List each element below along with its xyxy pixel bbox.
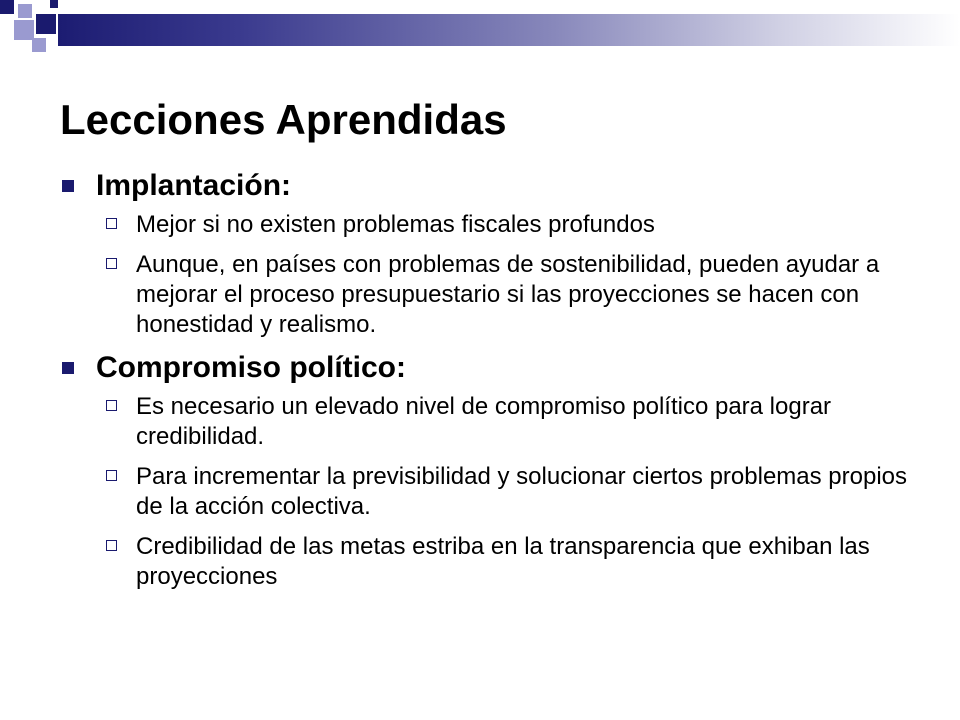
decor-square-6 xyxy=(50,0,58,8)
list-item xyxy=(60,210,920,240)
hollow-square-bullet-icon xyxy=(106,258,117,269)
square-bullet-icon xyxy=(62,180,74,192)
list-item xyxy=(60,462,920,522)
slide-title: Lecciones Aprendidas xyxy=(60,96,507,143)
square-bullet-icon xyxy=(62,362,74,374)
list-item-text: Credibilidad de las metas estriba en la transparencia que exhiban las proyecciones xyxy=(136,533,870,590)
header-gradient-bar xyxy=(58,14,960,46)
decor-square-3 xyxy=(36,14,56,34)
section-implantacion xyxy=(60,168,920,340)
decor-square-5 xyxy=(32,38,46,52)
section-heading xyxy=(60,350,920,386)
list-item-text: Para incrementar la previsibilidad y solucionar ciertos problemas propios de la acción colectiva. xyxy=(136,463,908,520)
hollow-square-bullet-icon xyxy=(106,218,117,229)
section-heading xyxy=(60,168,920,204)
list-item xyxy=(60,250,920,340)
list-item xyxy=(60,532,920,592)
decor-square-2 xyxy=(18,4,32,18)
list-item-text: Es necesario un elevado nivel de compromiso político para lograr credibilidad. xyxy=(136,393,832,450)
section-compromiso xyxy=(60,350,920,592)
decor-square-4 xyxy=(14,20,34,40)
list-item-text: Aunque, en países con problemas de sostenibilidad, pueden ayudar a mejorar el proceso presupuestario si las proyecciones se hacen con honestidad y realismo. xyxy=(136,251,880,338)
list-item xyxy=(60,392,920,452)
list-item-text: Mejor si no existen problemas fiscales profundos xyxy=(136,211,655,238)
slide-content xyxy=(60,168,920,602)
decor-square-1 xyxy=(0,0,14,14)
hollow-square-bullet-icon xyxy=(106,400,117,411)
section-heading-text: Compromiso político: xyxy=(96,351,406,384)
hollow-square-bullet-icon xyxy=(106,540,117,551)
hollow-square-bullet-icon xyxy=(106,470,117,481)
section-heading-text: Implantación: xyxy=(96,169,292,202)
